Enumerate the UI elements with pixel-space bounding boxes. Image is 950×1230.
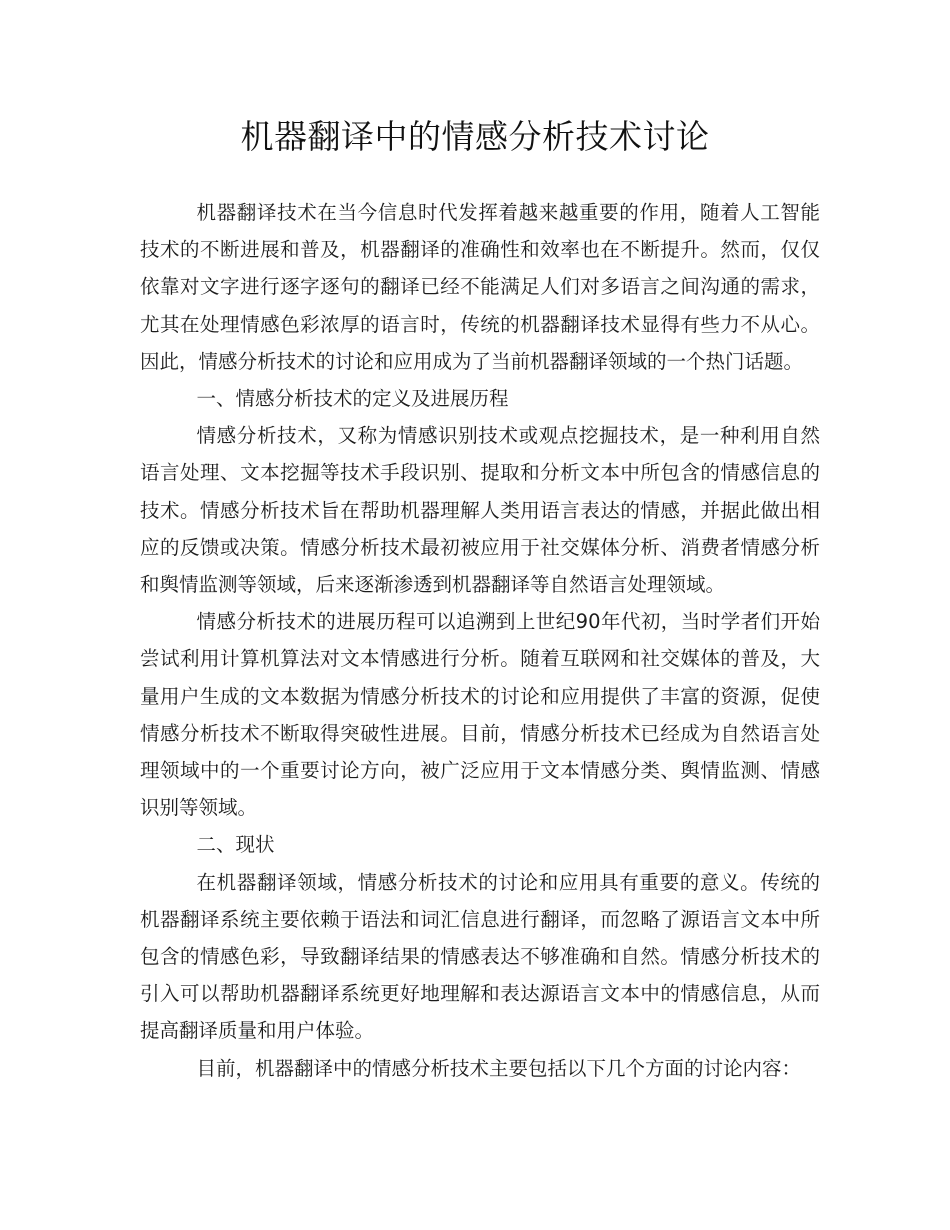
section-heading-definition: 一、情感分析技术的定义及进展历程 — [196, 387, 509, 411]
document-body — [140, 194, 820, 1087]
paragraph-intro: 机器翻译技术在当今信息时代发挥着越来越重要的作用，随着人工智能技术的不断进展和普及，机器翻译的准确性和效率也在不断提升。然而，仅仅依靠对文字进行逐字逐句的翻译已经不能满足人们对多语言之间沟通的需求，尤其在处理情感色彩浓厚的语言时，传统的机器翻译技术显得有些力不从心。因此，情感分析技术的讨论和应用成为了当前机器翻译领域的一个热门话题。 — [140, 201, 820, 373]
paragraph-definition: 情感分析技术，又称为情感识别技术或观点挖掘技术，是一种利用自然语言处理、文本挖掘等技术手段识别、提取和分析文本中所包含的情感信息的技术。情感分析技术旨在帮助机器理解人类用语言表达的情感，并据此做出相应的反馈或决策。情感分析技术最初被应用于社交媒体分析、消费者情感分析和舆情监测等领域，后来逐渐渗透到机器翻译等自然语言处理领域。 — [140, 424, 820, 597]
paragraph-history: 情感分析技术的进展历程可以追溯到上世纪90年代初，当时学者们开始尝试利用计算机算法对文本情感进行分析。随着互联网和社交媒体的普及，大量用户生成的文本数据为情感分析技术的讨论和应用提供了丰富的资源，促使情感分析技术不断取得突破性进展。目前，情感分析技术已经成为自然语言处理领域中的一个重要讨论方向，被广泛应用于文本情感分类、舆情监测、情感识别等领域。 — [140, 610, 820, 820]
document-title: 机器翻译中的情感分析技术讨论 — [240, 117, 710, 156]
paragraph-current-topics: 目前，机器翻译中的情感分析技术主要包括以下几个方面的讨论内容： — [196, 1056, 802, 1080]
section-heading-status: 二、现状 — [196, 833, 275, 857]
paragraph-status: 在机器翻译领域，情感分析技术的讨论和应用具有重要的意义。传统的机器翻译系统主要依赖于语法和词汇信息进行翻译，而忽略了源语言文本中所包含的情感色彩，导致翻译结果的情感表达不够准确和自然。情感分析技术的引入可以帮助机器翻译系统更好地理解和表达源语言文本中的情感信息，从而提高翻译质量和用户体验。 — [140, 870, 820, 1043]
